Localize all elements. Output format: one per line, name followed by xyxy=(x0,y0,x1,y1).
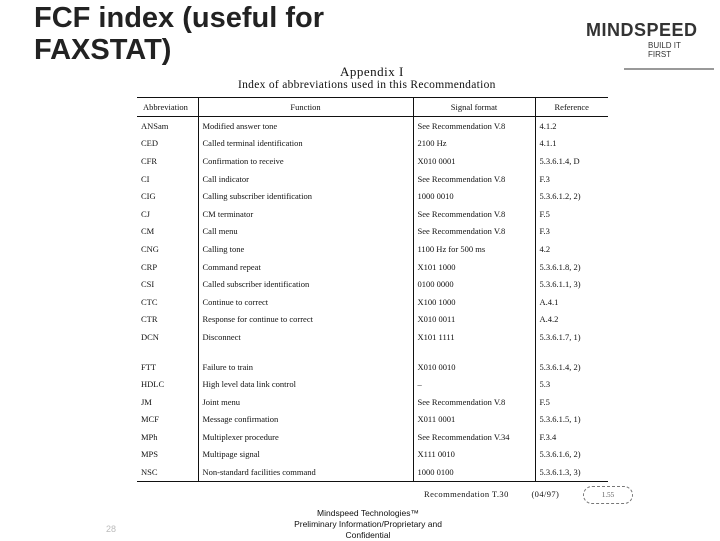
table-row xyxy=(137,205,608,223)
function-cell: Calling subscriber identification xyxy=(198,187,413,205)
recommendation-date: (04/97) xyxy=(531,489,560,499)
table-header-row xyxy=(137,98,608,117)
abbreviation-cell: CTR xyxy=(141,314,158,325)
abbreviation-cell: DCN xyxy=(141,331,159,342)
table-row xyxy=(137,135,608,153)
slide-title: FCF index (useful for FAXSTAT) xyxy=(34,2,324,66)
function-cell: Response for continue to correct xyxy=(198,311,413,329)
reference-cell: 5.3.6.1.6, 2) xyxy=(535,446,608,464)
reference-cell: 5.3.6.1.3, 3) xyxy=(535,463,608,481)
signal-format-cell: X010 0010 xyxy=(413,358,535,376)
reference-cell: F.5 xyxy=(535,393,608,411)
table-row xyxy=(137,170,608,188)
table-row xyxy=(137,463,608,481)
function-cell: Calling tone xyxy=(198,240,413,258)
header-divider xyxy=(624,68,714,70)
abbreviation-cell: CJ xyxy=(141,208,150,219)
signal-format-cell: X111 0010 xyxy=(413,446,535,464)
reference-cell: 5.3.6.1.4, D xyxy=(535,152,608,170)
abbreviation-cell: MPS xyxy=(141,449,159,460)
abbreviation-cell: NSC xyxy=(137,463,198,481)
function-cell: Confirmation to receive xyxy=(198,152,413,170)
page-stamp: 1.55 xyxy=(583,486,633,504)
reference-cell: 5.3.6.1.7, 1) xyxy=(535,328,608,346)
abbreviation-cell: HDLC xyxy=(141,379,165,390)
table-row xyxy=(137,393,608,411)
signal-format-cell: See Recommendation V.8 xyxy=(413,393,535,411)
function-cell: Failure to train xyxy=(198,358,413,376)
abbreviation-cell: JM xyxy=(141,396,152,407)
recommendation-ref: Recommendation T.30 xyxy=(424,489,509,499)
function-cell: Message confirmation xyxy=(198,411,413,429)
abbreviation-cell: CNG xyxy=(141,243,159,254)
table-row xyxy=(137,328,608,346)
abbreviation-cell: MPh xyxy=(141,431,158,442)
reference-cell: F.3.4 xyxy=(535,428,608,446)
signal-format-cell: X011 0001 xyxy=(413,411,535,429)
table-gap xyxy=(137,346,608,358)
function-cell: Multiplexer procedure xyxy=(198,428,413,446)
logo-tagline: BUILD IT FIRST xyxy=(648,41,681,59)
signal-format-cell: See Recommendation V.8 xyxy=(413,205,535,223)
function-cell: Called subscriber identification xyxy=(198,275,413,293)
abbreviation-cell: FTT xyxy=(141,361,157,372)
table-row xyxy=(137,187,608,205)
header-abbreviation: Abbreviation xyxy=(137,98,198,117)
table-row xyxy=(137,240,608,258)
abbreviation-cell: CIG xyxy=(141,191,156,202)
table-row xyxy=(137,258,608,276)
abbreviation-cell: CSI xyxy=(141,279,155,290)
table-row xyxy=(137,428,608,446)
signal-format-cell: 1000 0010 xyxy=(413,187,535,205)
reference-cell: 5.3.6.1.8, 2) xyxy=(535,258,608,276)
table-row xyxy=(137,411,608,429)
function-cell: Call menu xyxy=(198,223,413,241)
reference-cell: 5.3.6.1.2, 2) xyxy=(535,187,608,205)
footer xyxy=(283,508,453,541)
logo-wordmark: MINDSPEED xyxy=(586,20,698,40)
signal-format-cell: 1000 0100 xyxy=(413,463,535,481)
gap-cell xyxy=(198,346,413,358)
abbreviation-cell: CED xyxy=(141,138,158,149)
function-cell: Multipage signal xyxy=(198,446,413,464)
reference-cell: F.3 xyxy=(535,223,608,241)
mindspeed-logo xyxy=(586,20,698,59)
footer-notice: Preliminary Information/Proprietary and xyxy=(294,519,442,529)
signal-format-cell: – xyxy=(413,375,535,393)
signal-format-cell: 1100 Hz for 500 ms xyxy=(413,240,535,258)
signal-format-cell: X100 1000 xyxy=(413,293,535,311)
table-row xyxy=(137,358,608,376)
table-row xyxy=(137,275,608,293)
page-number: 28 xyxy=(106,524,117,534)
reference-cell: 4.2 xyxy=(535,240,608,258)
reference-cell: 4.1.1 xyxy=(535,135,608,153)
table-row xyxy=(137,375,608,393)
reference-cell: F.5 xyxy=(535,205,608,223)
signal-format-cell: X010 0011 xyxy=(413,311,535,329)
function-cell: CM terminator xyxy=(198,205,413,223)
table-row xyxy=(137,293,608,311)
function-cell: Non-standard facilities command xyxy=(198,463,413,481)
signal-format-cell: X101 1000 xyxy=(413,258,535,276)
table-row xyxy=(137,311,608,329)
signal-format-cell: See Recommendation V.8 xyxy=(413,117,535,135)
table-row xyxy=(137,152,608,170)
function-cell: Joint menu xyxy=(198,393,413,411)
function-cell: Disconnect xyxy=(198,328,413,346)
gap-cell xyxy=(413,346,535,358)
signal-format-cell: See Recommendation V.34 xyxy=(413,428,535,446)
gap-cell xyxy=(137,346,198,358)
reference-cell: A.4.1 xyxy=(535,293,608,311)
footer-confidential: Confidential xyxy=(345,530,391,540)
reference-cell: 4.1.2 xyxy=(535,117,608,135)
signal-format-cell: X101 1111 xyxy=(413,328,535,346)
signal-format-cell: 2100 Hz xyxy=(413,135,535,153)
abbreviation-cell: ANSam xyxy=(141,120,169,131)
abbreviation-table xyxy=(137,97,608,482)
header-function: Function xyxy=(198,98,413,117)
function-cell: Modified answer tone xyxy=(198,117,413,135)
signal-format-cell: 0100 0000 xyxy=(413,275,535,293)
reference-cell: A.4.2 xyxy=(535,311,608,329)
function-cell: Command repeat xyxy=(198,258,413,276)
function-cell: Continue to correct xyxy=(198,293,413,311)
reference-cell: 5.3.6.1.5, 1) xyxy=(535,411,608,429)
footer-company: Mindspeed Technologies™ xyxy=(317,508,419,518)
header-signal-format: Signal format xyxy=(413,98,535,117)
appendix-title: Appendix I xyxy=(340,64,404,79)
abbreviation-cell: CM xyxy=(141,226,155,237)
table-title: Index of abbreviations used in this Recommendation xyxy=(238,79,496,91)
abbreviation-cell: CI xyxy=(141,173,150,184)
table-row xyxy=(137,223,608,241)
table-row xyxy=(137,446,608,464)
signal-format-cell: See Recommendation V.8 xyxy=(413,223,535,241)
function-cell: High level data link control xyxy=(198,375,413,393)
gap-cell xyxy=(535,346,608,358)
abbreviation-cell: CFR xyxy=(141,155,158,166)
abbreviation-cell: CRP xyxy=(141,261,158,272)
reference-cell: 5.3.6.1.1, 3) xyxy=(535,275,608,293)
abbreviation-cell: CTC xyxy=(141,296,158,307)
function-cell: Call indicator xyxy=(198,170,413,188)
reference-cell: 5.3 xyxy=(535,375,608,393)
function-cell: Called terminal identification xyxy=(198,135,413,153)
signal-format-cell: X010 0001 xyxy=(413,152,535,170)
recommendation-footer xyxy=(424,489,559,499)
table-row xyxy=(137,117,608,135)
reference-cell: 5.3.6.1.4, 2) xyxy=(535,358,608,376)
reference-cell: F.3 xyxy=(535,170,608,188)
header-reference: Reference xyxy=(535,98,608,117)
abbreviation-cell: MCF xyxy=(141,414,159,425)
signal-format-cell: See Recommendation V.8 xyxy=(413,170,535,188)
